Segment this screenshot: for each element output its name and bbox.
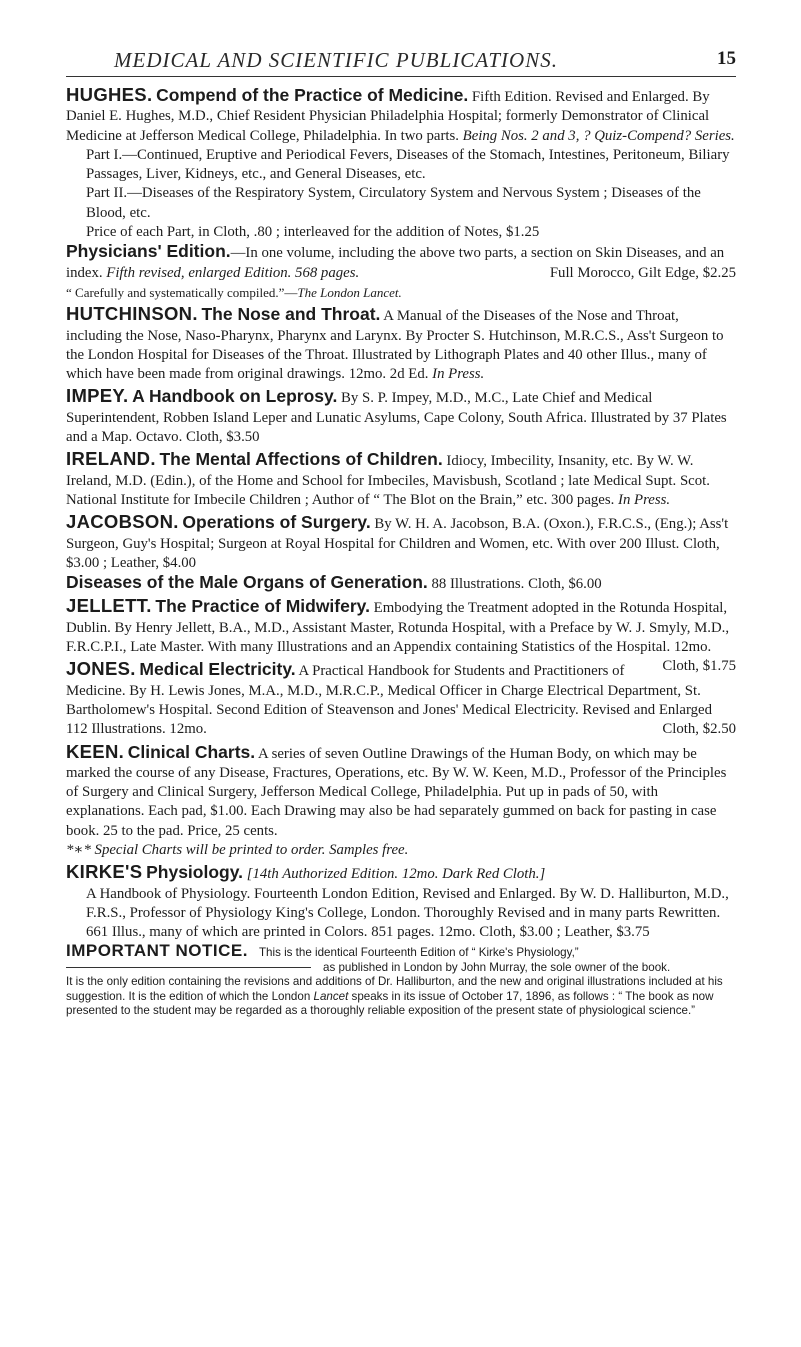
entry-text: Fifth Edition. Revised and Enlarged. By Daniel E. Hughes, M.D., Chief Resident Physician Philadelphia Hospital; formerly Demonstrator of Clinical Medicine at Jefferson Medical College, Philadelphia. In two parts. <box>66 89 710 144</box>
entry-title: Physiology. <box>146 862 244 883</box>
entry-title: The Nose and Throat. <box>201 304 381 325</box>
entry-note: *∗* Special Charts will be printed to order. Samples free. <box>66 841 409 858</box>
entry-text: A series of seven Outline Drawings of the Human Body, on which may be marked the course of any Disease, Fractures, Operations, etc. By W. W. Keen, M.D., Professor of the Principles of Surgery and Clinical Surgery, Jefferson Medical College, Philadelphia. Put up in pads of 50, with explanations. Each pad, $1.00. Each Drawing may also be had separately gummed on back for pasting in case book. 25 to the pad. Price, 25 cents. <box>66 745 727 839</box>
entry-author: HUTCHINSON. <box>66 303 198 325</box>
entry-author: IMPEY. <box>66 385 129 407</box>
entry-impey-main <box>66 386 736 447</box>
entry-text: —In one volume, including the above two parts, a section on Skin Diseases, and an index. <box>66 245 725 281</box>
notice-line-2: as published in London by John Murray, the sole owner of the book. <box>323 960 671 974</box>
entry-author: JELLETT. <box>66 595 152 617</box>
entry-title: The Practice of Midwifery. <box>155 596 370 617</box>
entry-author: IRELAND. <box>66 448 156 470</box>
entry-status: In Press. <box>432 366 485 383</box>
entry-title: The Mental Affections of Children. <box>159 449 443 470</box>
entry-text: A Handbook of Physiology. Fourteenth London Edition, Revised and Enlarged. By W. D. Halliburton, M.D., F.R.S., Professor of Physiology King's College, London. Thoroughly Revised and in many parts Rewritten. 661 Illus., many of which are printed in Colors. 851 pages. 12mo. Cloth, $3.00 ; Leather, $3.75 <box>86 885 729 941</box>
entry-author: JACOBSON. <box>66 511 179 533</box>
entry-edition: [14th Authorized Edition. 12mo. Dark Red Cloth.] <box>243 866 546 883</box>
entry-text: By W. H. A. Jacobson, B.A. (Oxon.), F.R.C.S., (Eng.); Ass't Surgeon, Guy's Hospital; Surgeon at Royal Hospital for Children and Women, etc. With over 200 Illust. Cloth, $3.00 ; Leather, $4.00 <box>66 516 729 571</box>
entry-text: A Manual of the Diseases of the Nose and Throat, including the Nose, Naso-Pharynx, Pharynx and Larynx. By Procter S. Hutchinson, M.R.C.S., Ass't Surgeon to the London Hospital for Diseases of the Throat. Illustrated by Lithograph Plates and 40 other Illus., many of which have been made from original drawings. 12mo. 2d Ed. <box>66 308 724 383</box>
quote-text: “ Carefully and systematically compiled.”— <box>66 284 298 300</box>
entry-hughes <box>66 85 736 302</box>
entry-ireland-main <box>66 449 736 510</box>
entry-price: Cloth, $2.50 <box>662 721 736 738</box>
entry-jones-main <box>66 659 736 739</box>
header-rule <box>66 76 736 77</box>
entry-status: In Press. <box>618 491 671 508</box>
entry-kirke <box>66 862 736 942</box>
entry-physicians-edition <box>66 242 736 283</box>
entry-hughes-main <box>66 85 736 146</box>
entry-author: HUGHES. <box>66 84 153 105</box>
entry-title: Operations of Surgery. <box>182 512 371 533</box>
page-number: 15 <box>717 48 736 69</box>
notice-second-line <box>66 961 736 976</box>
entry-subtitle: Diseases of the Male Organs of Generation. <box>66 572 428 593</box>
entry-impey <box>66 386 736 447</box>
entry-part-1: Part I.—Continued, Eruptive and Periodical Fevers, Diseases of the Stomach, Intestines, Peritoneum, Biliary Passages, Liver, Kidneys, etc., and General Diseases, etc. <box>86 146 730 183</box>
running-title: MEDICAL AND SCIENTIFIC PUBLICATIONS. <box>114 48 558 72</box>
entry-text: Idiocy, Imbecility, Insanity, etc. By W. W. Ireland, M.D. (Edin.), of the Home and School for Imbeciles, Mavisbush, Scotland ; late Medical Supt. Scot. National Institute for Imbecile Children ; Author of “ The Blot on the Brain,” etc. 300 pages. <box>66 453 710 508</box>
notice-line-1: This is the identical Fourteenth Edition of “ Kirke's Physiology,” <box>258 946 579 960</box>
entry-price: Full Morocco, Gilt Edge, $2.25 <box>549 264 736 281</box>
notice-body-text: It is the only edition containing the revisions and additions of Dr. Halliburton, and the new and original illustrations included at his suggestion. It is the edition of which the London <box>66 975 723 1003</box>
page-header <box>66 48 736 78</box>
notice-heading: IMPORTANT NOTICE. <box>66 941 248 961</box>
entry-edition: Fifth revised, enlarged Edition. 568 pages. <box>106 264 360 281</box>
entry-part-2: Part II.—Diseases of the Respiratory System, Circulatory System and Nervous System ; Diseases of the Blood, etc. <box>86 185 701 221</box>
entry-hutchinson-main <box>66 304 736 384</box>
entry-title: Clinical Charts. <box>127 741 256 762</box>
entry-author: KIRKE'S <box>66 861 143 883</box>
entry-series: Being Nos. 2 and 3, ? Quiz-Compend? Series. <box>462 127 735 144</box>
entry-kirke-main <box>66 862 736 884</box>
quote-source: The London Lancet. <box>297 284 402 300</box>
entry-author: JONES. <box>66 658 136 680</box>
entry-title: Compend of the Practice of Medicine. <box>156 85 469 105</box>
important-notice <box>66 941 736 1019</box>
entry-keen <box>66 742 736 861</box>
entry-hutchinson <box>66 304 736 384</box>
notice-lancet: Lancet <box>313 989 349 1003</box>
entry-quote <box>66 283 736 302</box>
notice-first-line <box>66 941 736 961</box>
entry-jacobson-main <box>66 512 736 573</box>
entry-text: 88 Illustrations. Cloth, $6.00 <box>427 576 602 593</box>
entry-jacobson <box>66 512 736 594</box>
entry-jacobson-second <box>66 573 736 594</box>
notice-body <box>66 975 736 1019</box>
entry-text: By S. P. Impey, M.D., M.C., Late Chief and Medical Superintendent, Robben Island Leper and Lunatic Asylums, Cape Colony, South Africa. Illustrated by 37 Plates and a Map. Octavo. Cloth, $3.50 <box>66 390 727 446</box>
entry-keen-main <box>66 742 736 841</box>
entry-price: Price of each Part, in Cloth, .80 ; interleaved for the addition of Notes, $1.25 <box>86 224 540 241</box>
entry-text: Embodying the Treatment adopted in the Rotunda Hospital, Dublin. By Henry Jellett, B.A., M.D., Assistant Master, Rotunda Hospital, with a Preface by W. J. Smyly, M.D., F.R.C.P.I., Late Master. With many Illustrations and an Appendix containing Statistics of the Hospital. 12mo. <box>66 600 730 656</box>
entry-subtitle: Physicians' Edition. <box>66 241 231 262</box>
entry-text: A Practical Handbook for Students and Practitioners of Medicine. By H. Lewis Jones, M.A., M.D., M.R.C.P., Medical Officer in Charge Electrical Department, St. Bartholomew's Hospital. Second Edition of Steavenson and Jones' Medical Electricity. Revised and Enlarged 112 Illustrations. 12mo. <box>66 663 712 738</box>
entry-ireland <box>66 449 736 510</box>
entry-author: KEEN. <box>66 740 125 762</box>
notice-rule <box>66 967 311 968</box>
catalog-content <box>66 85 736 1019</box>
entry-title: A Handbook on Leprosy. <box>132 386 338 407</box>
notice-body-text-2: speaks in its issue of October 17, 1896, as follows : “ The book as now presented to the student may be regarded as a thoroughly reliable exposition of the present state of physiological science.” <box>66 989 714 1018</box>
entry-price: Cloth, $1.75 <box>662 658 736 675</box>
entry-jones <box>66 659 736 739</box>
entry-title: Medical Electricity. <box>139 659 296 680</box>
